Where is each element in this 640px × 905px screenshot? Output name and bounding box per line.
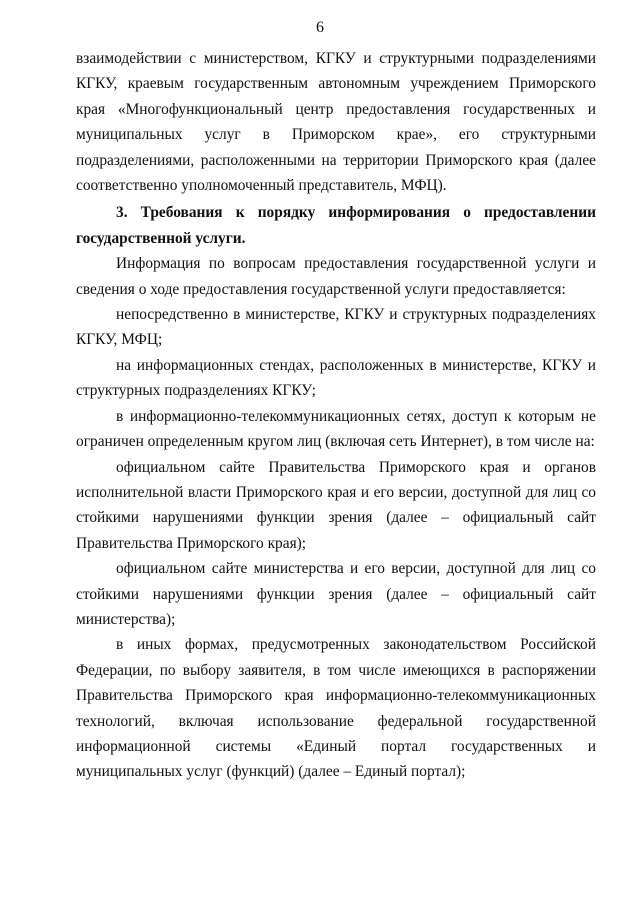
paragraph-other-forms: в иных формах, предусмотренных законодательством Российской Федерации, по выбору заявителя, в том числе имеющихся в распоряжении Правительства Приморского края информационно-телекоммуникационных технологий, включая использование федеральной государственной информационной системы «Единый портал государственных и муниципальных услуг (функций) (далее – Единый портал); — [76, 636, 596, 781]
paragraph-continuation: взаимодействии с министерством, КГКУ и структурными подразделениями КГКУ, краевым государственным автономным учреждением Приморского края «Многофункциональный центр предоставления государственных и муниципальных услуг в Приморском крае», его структурными подразделениями, расположенными на территории Приморского края (далее соответственно уполномоченный представитель, МФЦ). — [76, 50, 596, 195]
document-body — [76, 46, 596, 785]
paragraph-government-site: официальном сайте Правительства Приморского края и органов исполнительной власти Приморского края и его версии, доступной для лиц со стойкими нарушениями функции зрения (далее – официальный сайт Правительства Приморского края); — [76, 458, 596, 552]
paragraph-ministry-site: официальном сайте министерства и его версии, доступной для лиц со стойкими нарушениями функции зрения (далее – официальный сайт министерства); — [76, 560, 596, 628]
page-number: 6 — [316, 19, 324, 36]
paragraph-information-intro: Информация по вопросам предоставления государственной услуги и сведения о ходе предоставления государственной услуги предоставляется: — [76, 255, 596, 298]
section-heading: 3. Требования к порядку информирования о предоставлении государственной услуги. — [76, 204, 596, 247]
paragraph-networks: в информационно-телекоммуникационных сетях, доступ к которым не ограничен определенным кругом лиц (включая сеть Интернет), в том числе на: — [76, 407, 596, 451]
paragraph-direct: непосредственно в министерстве, КГКУ и структурных подразделениях КГКУ, МФЦ; — [76, 306, 596, 349]
paragraph-stands: на информационных стендах, расположенных в министерстве, КГКУ и структурных подразделениях КГКУ; — [76, 356, 596, 400]
